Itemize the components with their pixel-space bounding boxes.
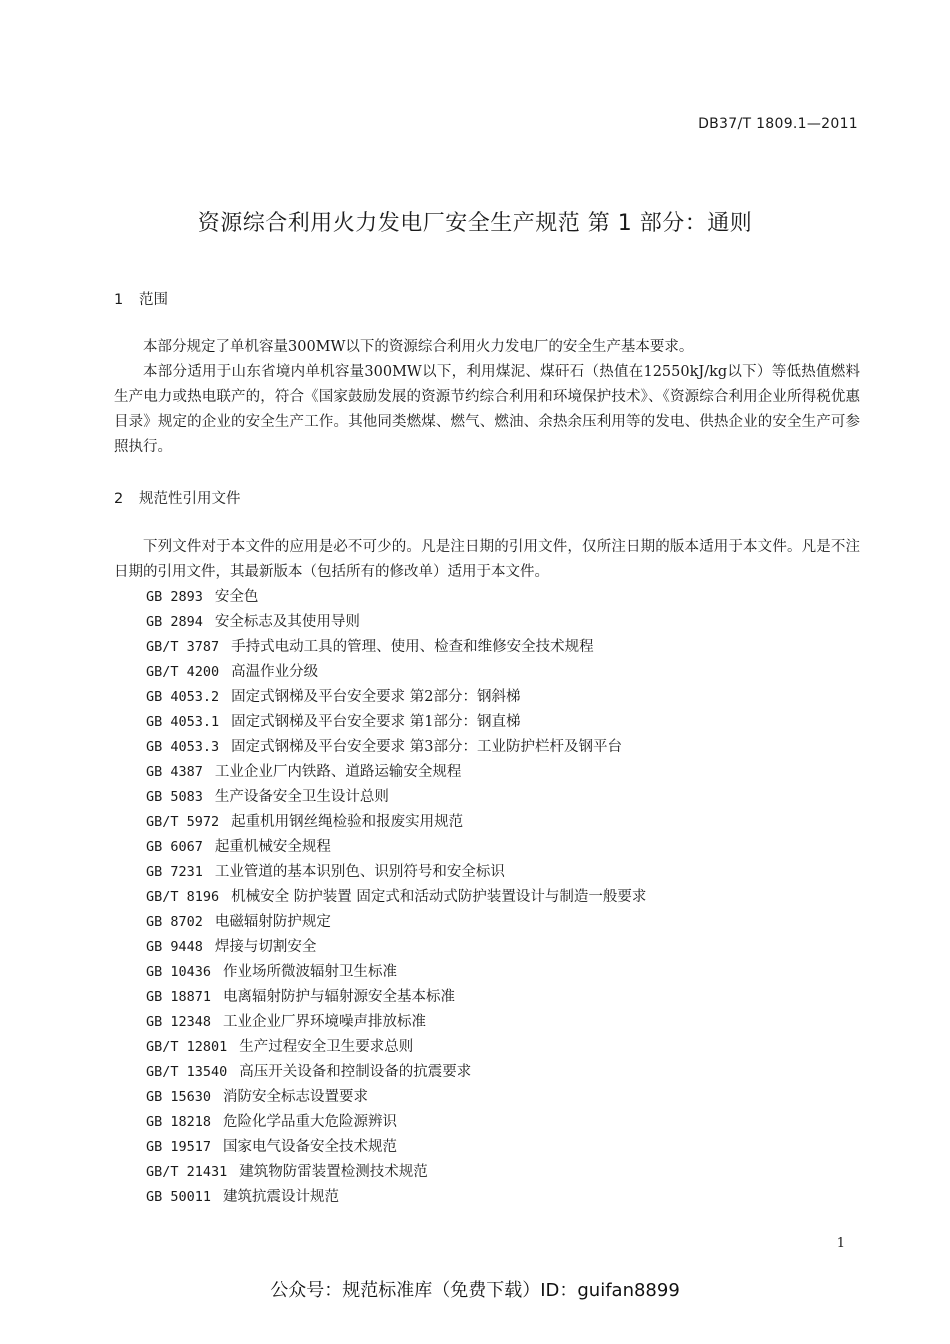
reference-title: 固定式钢梯及平台安全要求 第1部分：钢直梯 (231, 714, 521, 730)
reference-title: 消防安全标志设置要求 (223, 1089, 369, 1105)
reference-title: 手持式电动工具的管理、使用、检查和维修安全技术规程 (231, 639, 594, 655)
reference-item (146, 835, 646, 860)
reference-item (146, 1035, 646, 1060)
reference-item (146, 960, 646, 985)
section-2-body (114, 535, 860, 585)
reference-title: 起重机械安全规程 (214, 839, 331, 855)
reference-item (146, 685, 646, 710)
reference-title: 国家电气设备安全技术规范 (223, 1139, 398, 1155)
section-1-number: 1 (114, 292, 124, 308)
reference-item (146, 735, 646, 760)
reference-item (146, 1185, 646, 1210)
reference-code: GB/T 13540 (146, 1064, 228, 1080)
paragraph: 本部分适用于山东省境内单机容量300MW以下，利用煤泥、煤矸石（热值在12550kJ/kg以下）等低热值燃料生产电力或热电联产的，符合《国家鼓励发展的资源节约综合利用和环境保护技术》、《资源综合利用企业所得税优惠目录》规定的企业的安全生产工作。其他同类燃煤、燃气、燃油、余热余压利用等的发电、供热企业的安全生产可参照执行。 (114, 364, 860, 455)
page-number: 1 (836, 1236, 845, 1251)
reference-code: GB 18218 (146, 1114, 212, 1130)
reference-item (146, 935, 646, 960)
reference-item (146, 810, 646, 835)
section-2-number: 2 (114, 491, 124, 507)
reference-item (146, 760, 646, 785)
reference-title: 电磁辐射防护规定 (214, 914, 331, 930)
section-1-body (114, 335, 860, 460)
reference-title: 建筑物防雷装置检测技术规范 (239, 1164, 428, 1180)
reference-code: GB 5083 (146, 789, 203, 805)
reference-code: GB 19517 (146, 1139, 212, 1155)
reference-item (146, 635, 646, 660)
reference-item (146, 660, 646, 685)
reference-code: GB 8702 (146, 914, 203, 930)
reference-item (146, 1060, 646, 1085)
reference-item (146, 985, 646, 1010)
reference-title: 安全色 (214, 589, 259, 605)
reference-title: 建筑抗震设计规范 (223, 1189, 340, 1205)
reference-title: 工业企业厂界环境噪声排放标准 (223, 1014, 427, 1030)
reference-code: GB 50011 (146, 1189, 212, 1205)
reference-title: 安全标志及其使用导则 (214, 614, 360, 630)
reference-code: GB 4387 (146, 764, 203, 780)
reference-item (146, 885, 646, 910)
footer-watermark: 公众号：规范标准库（免费下载）ID：guifan8899 (270, 1280, 680, 1301)
reference-code: GB/T 3787 (146, 639, 220, 655)
reference-list (146, 585, 646, 1210)
reference-title: 电离辐射防护与辐射源安全基本标准 (223, 989, 456, 1005)
reference-title: 固定式钢梯及平台安全要求 第3部分：工业防护栏杆及钢平台 (231, 739, 622, 755)
reference-code: GB 4053.2 (146, 689, 220, 705)
document-title: 资源综合利用火力发电厂安全生产规范 第 1 部分：通则 (197, 211, 753, 236)
reference-code: GB 9448 (146, 939, 203, 955)
reference-item (146, 1010, 646, 1035)
reference-item (146, 1110, 646, 1135)
reference-title: 固定式钢梯及平台安全要求 第2部分：钢斜梯 (231, 689, 521, 705)
reference-code: GB 12348 (146, 1014, 212, 1030)
reference-title: 高温作业分级 (231, 664, 319, 680)
standard-code: DB37/T 1809.1—2011 (698, 116, 858, 132)
section-2-heading (114, 487, 241, 508)
reference-code: GB/T 5972 (146, 814, 220, 830)
reference-item (146, 785, 646, 810)
reference-code: GB 6067 (146, 839, 203, 855)
section-1-heading (114, 288, 168, 309)
reference-title: 高压开关设备和控制设备的抗震要求 (239, 1064, 472, 1080)
reference-title: 工业企业厂内铁路、道路运输安全规程 (214, 764, 462, 780)
reference-item (146, 1160, 646, 1185)
reference-item (146, 860, 646, 885)
reference-item (146, 585, 646, 610)
reference-title: 生产设备安全卫生设计总则 (214, 789, 389, 805)
reference-title: 机械安全 防护装置 固定式和活动式防护装置设计与制造一般要求 (231, 889, 647, 905)
reference-title: 生产过程安全卫生要求总则 (239, 1039, 414, 1055)
reference-code: GB/T 12801 (146, 1039, 228, 1055)
reference-item (146, 710, 646, 735)
section-1-title: 范围 (139, 292, 168, 308)
reference-code: GB 2893 (146, 589, 203, 605)
reference-title: 焊接与切割安全 (214, 939, 317, 955)
reference-title: 起重机用钢丝绳检验和报废实用规范 (231, 814, 464, 830)
reference-code: GB 15630 (146, 1089, 212, 1105)
section-2-title: 规范性引用文件 (139, 491, 241, 507)
reference-item (146, 1085, 646, 1110)
reference-item (146, 1135, 646, 1160)
reference-code: GB/T 21431 (146, 1164, 228, 1180)
reference-item (146, 610, 646, 635)
paragraph: 本部分规定了单机容量300MW以下的资源综合利用火力发电厂的安全生产基本要求。 (143, 339, 694, 355)
reference-code: GB/T 4200 (146, 664, 220, 680)
reference-code: GB 2894 (146, 614, 203, 630)
reference-title: 危险化学品重大危险源辨识 (223, 1114, 398, 1130)
reference-code: GB 4053.3 (146, 739, 220, 755)
reference-code: GB 18871 (146, 989, 212, 1005)
reference-item (146, 910, 646, 935)
reference-code: GB 4053.1 (146, 714, 220, 730)
reference-code: GB/T 8196 (146, 889, 220, 905)
reference-code: GB 10436 (146, 964, 212, 980)
reference-code: GB 7231 (146, 864, 203, 880)
reference-title: 作业场所微波辐射卫生标准 (223, 964, 398, 980)
paragraph: 下列文件对于本文件的应用是必不可少的。凡是注日期的引用文件，仅所注日期的版本适用于本文件。凡是不注日期的引用文件，其最新版本（包括所有的修改单）适用于本文件。 (114, 539, 860, 580)
reference-title: 工业管道的基本识别色、识别符号和安全标识 (214, 864, 505, 880)
